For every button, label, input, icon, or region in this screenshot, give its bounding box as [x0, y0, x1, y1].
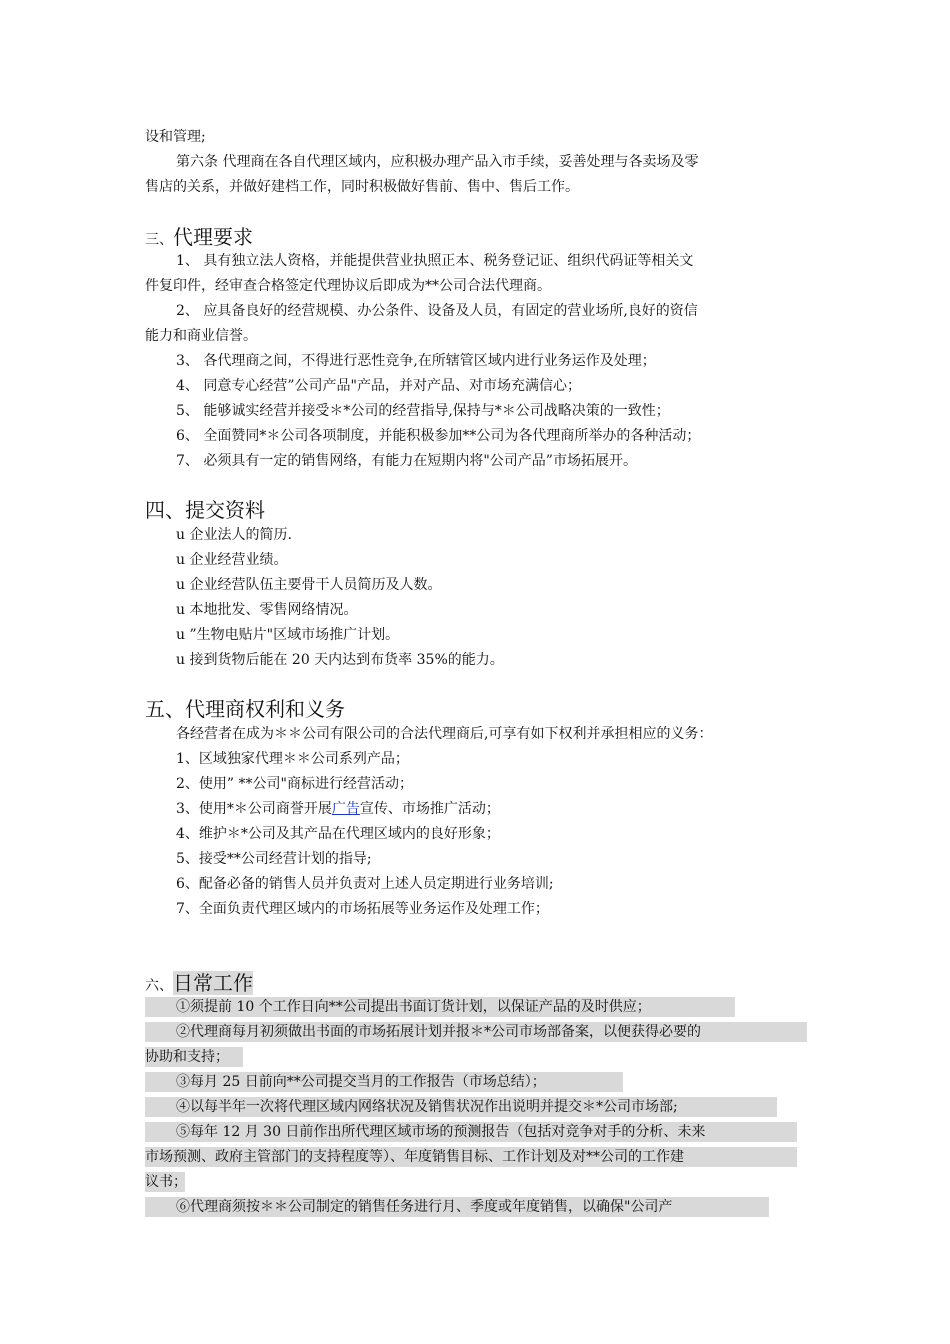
section-intro: 各经营者在成为＊＊公司有限公司的合法代理商后,可享有如下权利并承担相应的义务： — [176, 726, 713, 742]
list-item: 7、 必须具有一定的销售网络，有能力在短期内将"公司产品”市场拓展开。 — [176, 453, 637, 469]
advertising-link[interactable]: 广告 — [331, 801, 360, 817]
list-item: 能力和商业信誉。 — [145, 328, 257, 344]
list-item: 件复印件，经审查合格签定代理协议后即成为**公司合法代理商。 — [145, 278, 551, 294]
list-item: 2、使用” **公司"商标进行经营活动； — [176, 776, 413, 792]
section-heading-4: 四、提交资料 — [145, 498, 265, 522]
list-item: 7、全面负责代理区域内的市场拓展等业务运作及处理工作； — [176, 901, 549, 917]
section-title: 代理要求 — [173, 225, 253, 249]
list-item: 1、 具有独立法人资格，并能提供营业执照正本、税务登记证、组织代码证等相关文 — [176, 253, 694, 269]
article-6-line: 售店的关系，并做好建档工作，同时积极做好售前、售中、售后工作。 — [145, 179, 579, 195]
list-item: u 企业法人的简历. — [176, 527, 292, 543]
section-number: 三、 — [145, 232, 173, 248]
text-line: 设和管理; — [145, 129, 206, 145]
list-item: 6、 全面赞同*＊公司各项制度，并能积极参加**公司为各代理商所举办的各种活动； — [176, 428, 701, 444]
list-item: 市场预测、政府主管部门的支持程度等）、年度销售目标、工作计划及对**公司的工作建 — [145, 1149, 684, 1165]
item-text: 3、使用*＊公司商誉开展 — [176, 801, 332, 817]
list-item: u 企业经营队伍主要骨干人员简历及人数。 — [176, 577, 442, 593]
list-item: ①须提前 10 个工作日向**公司提出书面订货计划，以保证产品的及时供应； — [176, 999, 651, 1015]
list-item: ③每月 25 日前向**公司提交当月的工作报告（市场总结）； — [176, 1074, 546, 1090]
section-heading-3 — [145, 224, 253, 253]
list-item: 协助和支持； — [145, 1049, 229, 1065]
list-item: 5、接受**公司经营计划的指导; — [176, 851, 372, 867]
list-item: u 本地批发、零售网络情况。 — [176, 602, 358, 618]
article-6-line: 第六条 代理商在各自代理区域内，应积极办理产品入市手续，妥善处理与各卖场及零 — [176, 154, 699, 170]
list-item: ④以每半年一次将代理区域内网络状况及销售状况作出说明并提交＊*公司市场部; — [176, 1099, 678, 1115]
list-item: 4、 同意专心经营”公司产品"产品，并对产品、对市场充满信心； — [176, 378, 581, 394]
item-text: 宣传、市场推广活动； — [359, 801, 500, 817]
list-item: 2、 应具备良好的经营规模、办公条件、设备及人员，有固定的营业场所,良好的资信 — [176, 303, 698, 319]
list-item: u 企业经营业绩。 — [176, 552, 288, 568]
section-heading-5: 五、代理商权利和义务 — [145, 697, 345, 721]
section-number: 六、 — [145, 978, 173, 994]
list-item: 议书； — [145, 1174, 187, 1190]
list-item — [176, 799, 500, 819]
list-item: ②代理商每月初须做出书面的市场拓展计划并报＊*公司市场部备案，以便获得必要的 — [176, 1024, 701, 1040]
list-item: 3、 各代理商之间，不得进行恶性竞争,在所辖管区域内进行业务运作及处理； — [176, 353, 656, 369]
list-item: u ”生物电贴片"区域市场推广计划。 — [176, 627, 400, 643]
section-heading-6 — [145, 970, 253, 999]
section-title: 日常工作 — [173, 971, 253, 995]
list-item: u 接到货物后能在 20 天内达到布货率 35%的能力。 — [176, 652, 504, 668]
list-item: ⑤每年 12 月 30 日前作出所代理区域市场的预测报告（包括对竞争对手的分析、未来 — [176, 1124, 706, 1140]
list-item: 5、 能够诚实经营并接受＊*公司的经营指导,保持与*＊公司战略决策的一致性； — [176, 403, 670, 419]
list-item: ⑥代理商须按＊＊公司制定的销售任务进行月、季度或年度销售，以确保"公司产 — [176, 1199, 673, 1215]
list-item: 1、区域独家代理＊＊公司系列产品； — [176, 751, 409, 767]
list-item: 4、维护＊*公司及其产品在代理区域内的良好形象； — [176, 826, 500, 842]
list-item: 6、配备必备的销售人员并负责对上述人员定期进行业务培训; — [176, 876, 554, 892]
